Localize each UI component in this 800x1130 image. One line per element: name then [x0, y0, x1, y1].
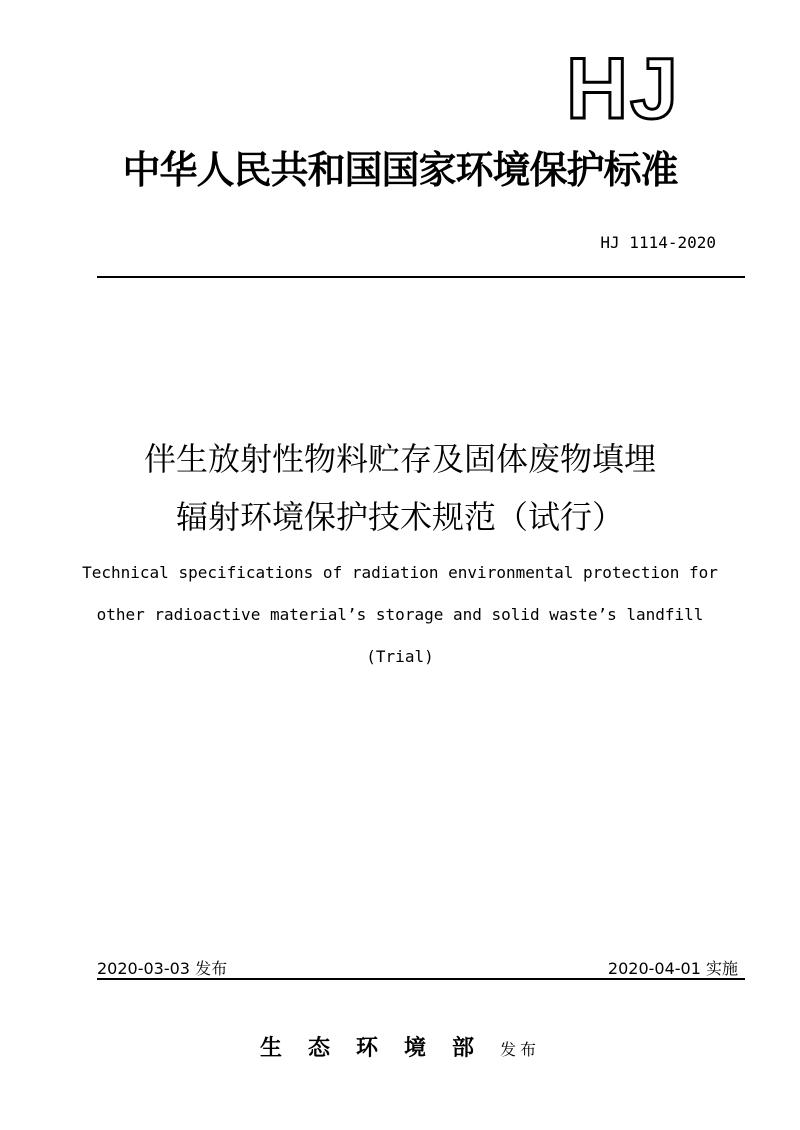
title-zh-line2: 辐射环境保护技术规范（试行）	[175, 498, 624, 536]
title-en-line2: other radioactive material’s storage and solid waste’s landfill	[96, 605, 704, 624]
hj-logo	[548, 50, 698, 126]
title-en-line1: Technical specifications of radiation environmental protection for	[82, 563, 718, 582]
issuer-line	[0, 1032, 800, 1067]
implementation-date: 2020-04-01 实施	[607, 959, 738, 978]
title-en-line3: (Trial)	[366, 647, 434, 666]
issue-action: 发布	[500, 1040, 541, 1059]
title-zh-line1: 伴生放射性物料贮存及固体废物填埋	[143, 440, 656, 478]
hj-logo-text: HJ	[566, 50, 680, 126]
standard-code: HJ 1114-2020	[600, 233, 716, 252]
top-divider	[97, 276, 745, 278]
standard-name: 中华人民共和国国家环境保护标准	[122, 148, 678, 192]
publish-date: 2020-03-03 发布	[97, 959, 228, 978]
issuing-organization: 生态环境部	[259, 1036, 500, 1061]
bottom-divider	[97, 978, 745, 980]
